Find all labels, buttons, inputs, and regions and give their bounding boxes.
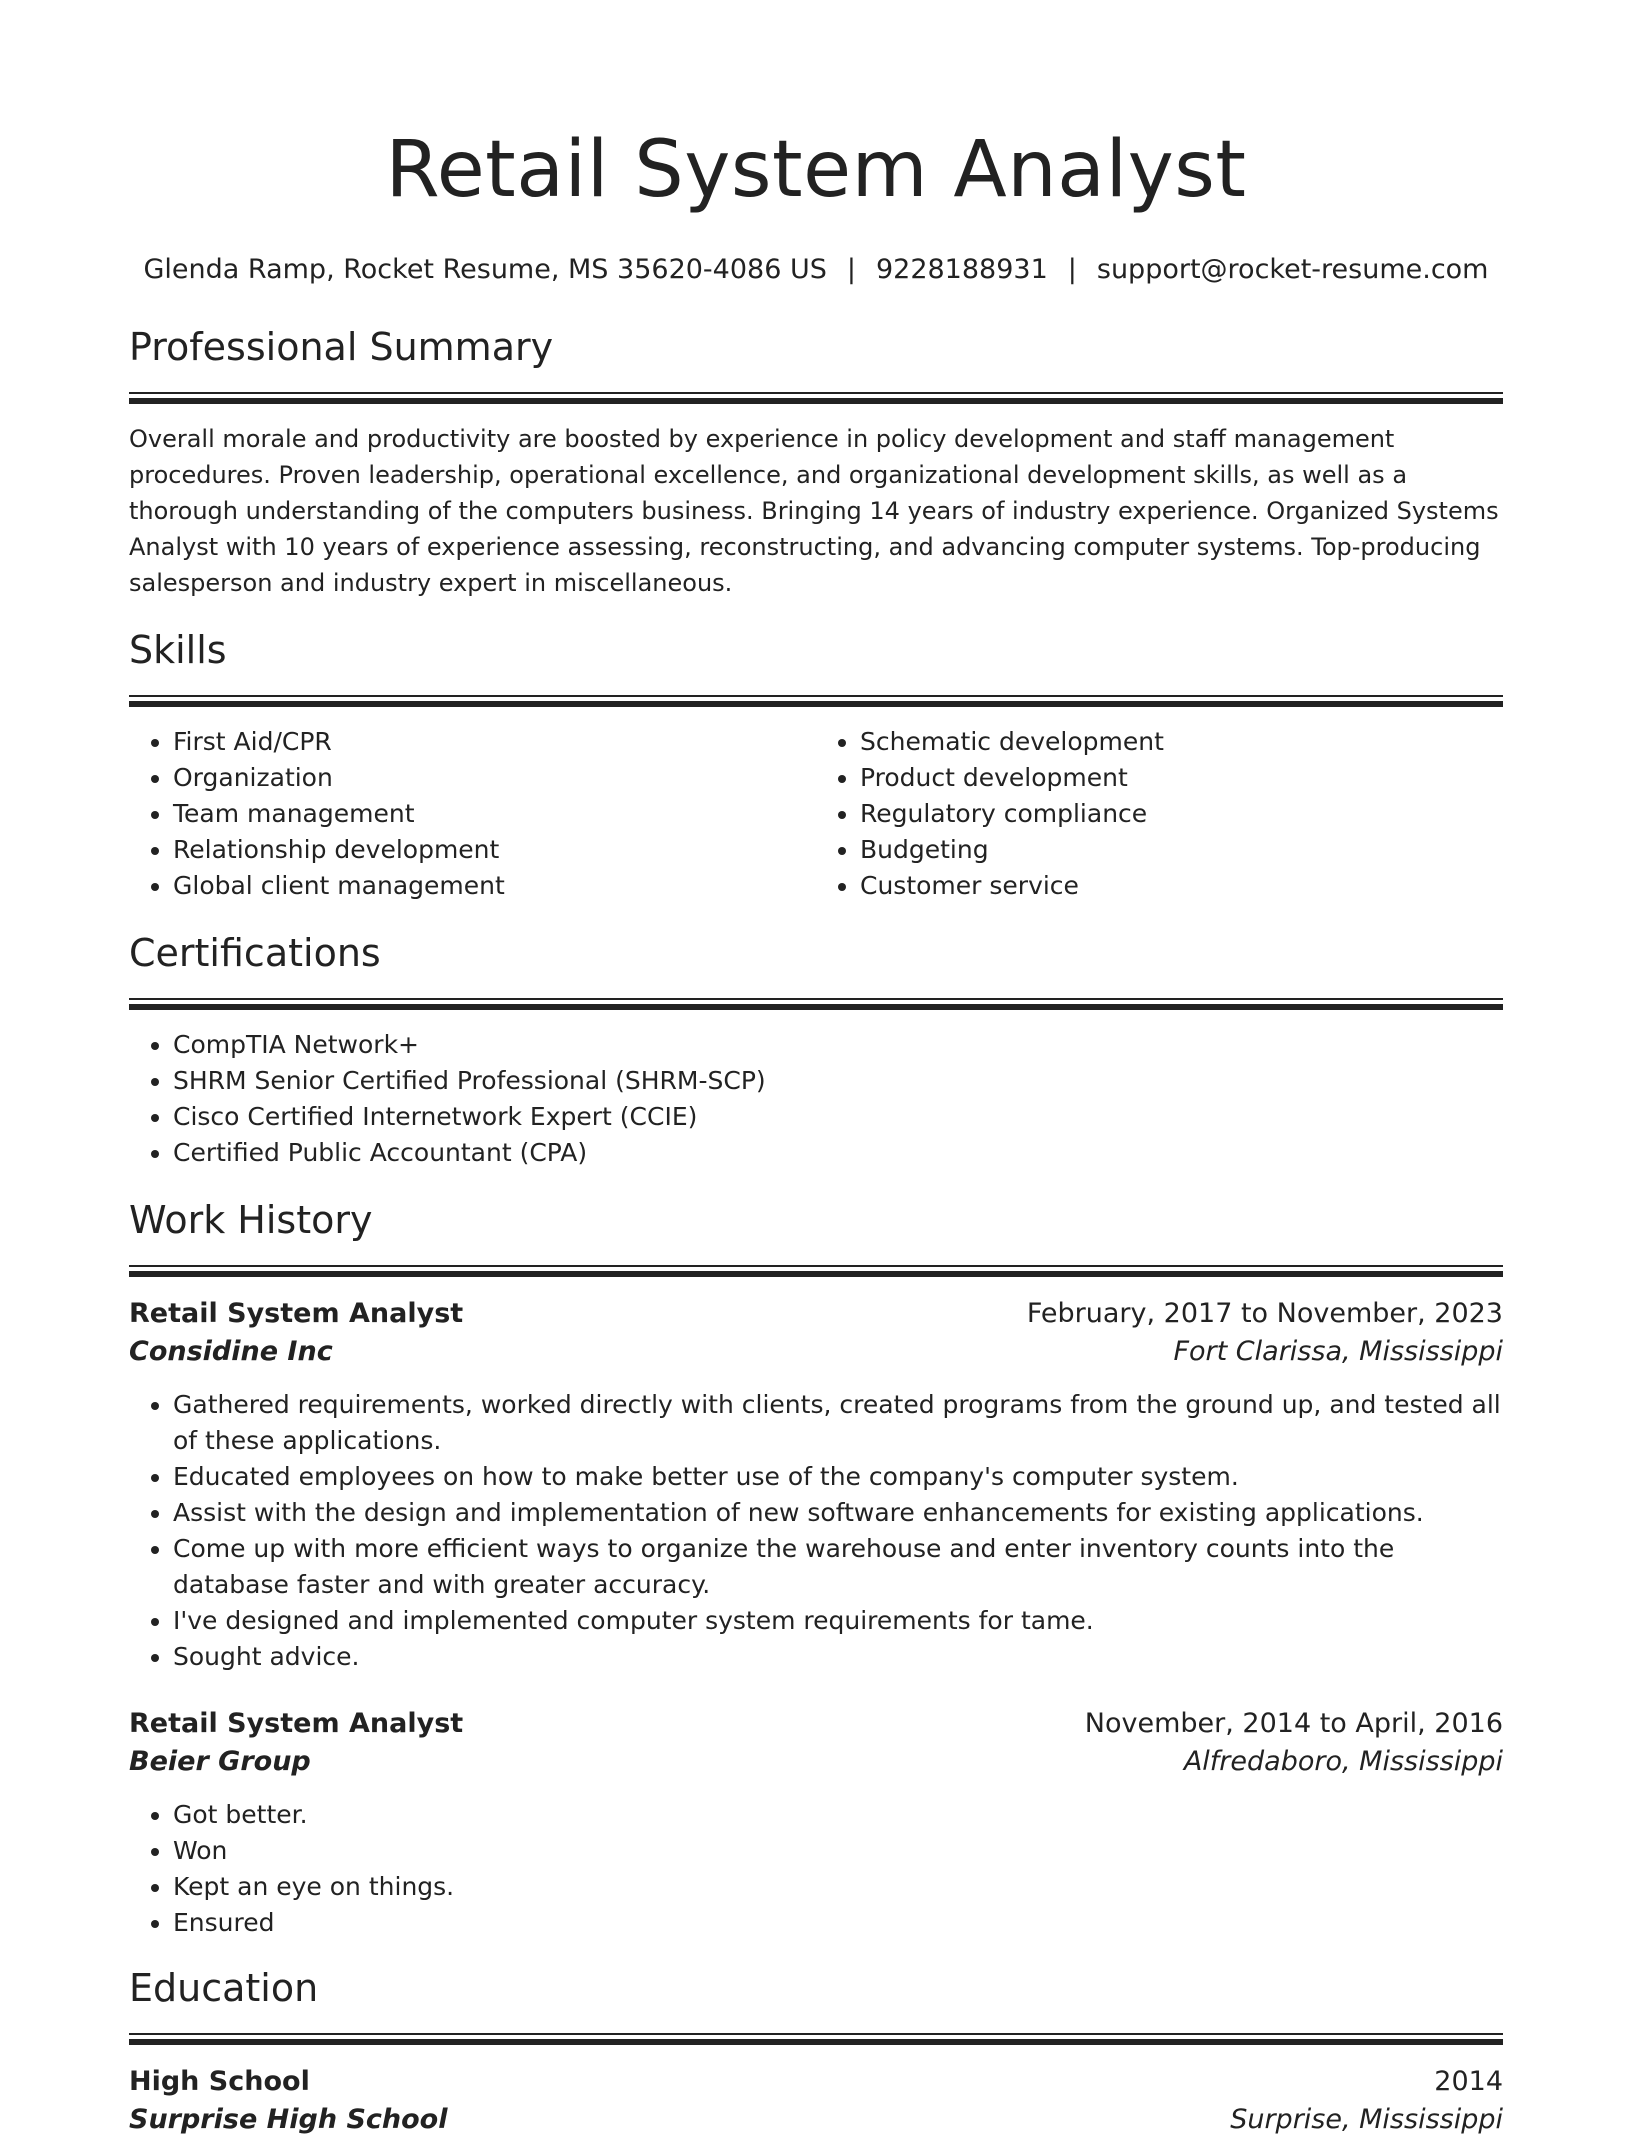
section-divider [129,695,1503,707]
job-dates: November, 2014 to April, 2016 [1084,1708,1503,1739]
section-divider [129,2033,1503,2045]
job-dates: February, 2017 to November, 2023 [1026,1298,1503,1329]
certifications-list [129,1027,1503,1171]
section-heading-certifications: Certifications [129,931,381,975]
job-subheader [129,1333,1503,1371]
education-section [129,1963,1503,2139]
job-location: Fort Clarissa, Mississippi [1173,1336,1503,1367]
education-year: 2014 [1434,2066,1503,2097]
job-bullet: • Assist with the design and implementation of new software enhancements for existing applications. [173,1495,1503,1531]
job-bullet: • Won [173,1833,1503,1869]
work-history-section [129,1195,1503,1941]
summary-text: Overall morale and productivity are boosted by experience in policy development and staff management procedures. Proven leadership, operational excellence, and organizational development skills, as well as a thorough understanding of the computers business. Bringing 14 years of industry experience. Organized Systems Analyst with 10 years of experience assessing, reconstructing, and advancing computer systems. Top-producing salesperson and industry expert in miscellaneous. [129,425,1499,597]
skills-grid [129,724,1503,904]
job-bullet: • Sought advice. [173,1639,1503,1675]
contact-line [129,252,1503,288]
certification-item: • CompTIA Network+ [173,1027,1503,1063]
skill-item: • Global client management [173,868,816,904]
job-subheader [129,1743,1503,1781]
education-location: Surprise, Mississippi [1230,2104,1503,2135]
section-divider [129,998,1503,1010]
skill-item: • Relationship development [173,832,816,868]
skill-item: • First Aid/CPR [173,724,816,760]
skill-item: • Regulatory compliance [860,796,1503,832]
job-bullet: • Kept an eye on things. [173,1869,1503,1905]
skills-section [129,625,1503,904]
job-entry [129,1705,1503,1941]
job-company: Considine Inc [129,1336,333,1367]
skill-item: • Organization [173,760,816,796]
summary-section [129,322,1503,601]
contact-address: Glenda Ramp, Rocket Resume, MS 35620-4086 US [143,254,827,285]
section-heading-work-history: Work History [129,1198,373,1242]
job-company: Beier Group [129,1746,311,1777]
section-heading-skills: Skills [129,628,227,672]
skills-list-right [816,724,1503,904]
skill-item: • Customer service [860,868,1503,904]
contact-separator: | [1067,254,1077,285]
section-divider [129,392,1503,404]
education-header [129,2063,1503,2101]
contact-phone: 9228188931 [875,254,1048,285]
section-divider [129,1265,1503,1277]
job-bullet: • Ensured [173,1905,1503,1941]
job-bullet: • Got better. [173,1797,1503,1833]
job-location: Alfredaboro, Mississippi [1183,1746,1503,1777]
job-header [129,1705,1503,1743]
skill-item: • Budgeting [860,832,1503,868]
job-bullet: • Educated employees on how to make better use of the company's computer system. [173,1459,1503,1495]
certification-item: • Certified Public Accountant (CPA) [173,1135,1503,1171]
section-heading-summary: Professional Summary [129,325,554,369]
job-bullets [129,1387,1503,1675]
skill-item: • Product development [860,760,1503,796]
job-title: Retail System Analyst [129,1708,464,1739]
education-school: Surprise High School [129,2104,448,2135]
job-header [129,1295,1503,1333]
resume-title: Retail System Analyst [385,125,1247,215]
certification-item: • Cisco Certified Internetwork Expert (CCIE) [173,1099,1503,1135]
job-entry [129,1295,1503,1675]
job-bullet: • Come up with more efficient ways to organize the warehouse and enter inventory counts into the database faster and with greater accuracy. [173,1531,1503,1603]
education-subheader [129,2101,1503,2139]
skill-item: • Team management [173,796,816,832]
contact-separator: | [846,254,856,285]
job-title: Retail System Analyst [129,1298,464,1329]
job-bullet: • Gathered requirements, worked directly with clients, created programs from the ground up, and tested all of these applications. [173,1387,1503,1459]
job-bullet: • I've designed and implemented computer system requirements for tame. [173,1603,1503,1639]
job-bullets [129,1797,1503,1941]
education-entry [129,2063,1503,2139]
certifications-section [129,928,1503,1171]
skill-item: • Schematic development [860,724,1503,760]
contact-email: support@rocket-resume.com [1096,254,1489,285]
skills-list-left [129,724,816,904]
certification-item: • SHRM Senior Certified Professional (SHRM-SCP) [173,1063,1503,1099]
education-degree: High School [129,2066,310,2097]
section-heading-education: Education [129,1966,319,2010]
